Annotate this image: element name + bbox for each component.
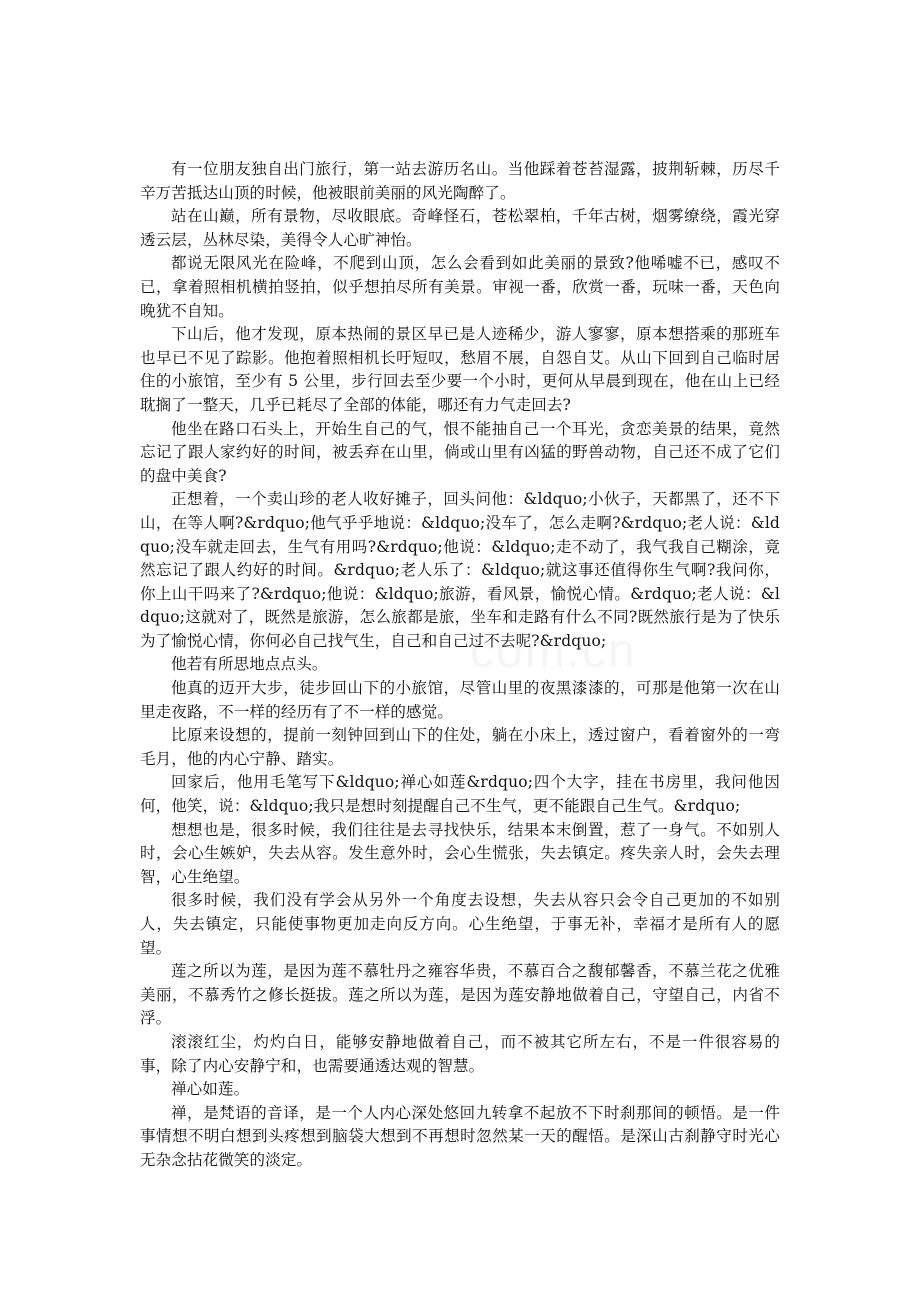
article-body xyxy=(140,158,780,1173)
paragraph: 都说无限风光在险峰，不爬到山顶，怎么会看到如此美丽的景致?他唏嘘不已，感叹不已，拿着照相机横拍竖拍，似乎想拍尽所有美景。审视一番，欣赏一番，玩味一番，天色向晚犹不自知。 xyxy=(140,254,780,320)
paragraph: 他坐在路口石头上，开始生自己的气，恨不能抽自己一个耳光，贪恋美景的结果，竟然忘记了跟人家约好的时间，被丢弃在山里，倘或山里有凶猛的野兽动物，自己还不成了它们的盘中美食? xyxy=(140,419,780,485)
paragraph: 他真的迈开大步，徒步回山下的小旅馆，尽管山里的夜黑漆漆的，可那是他第一次在山里走夜路，不一样的经历有了不一样的感觉。 xyxy=(140,679,780,721)
paragraph: 想想也是，很多时候，我们往往是去寻找快乐，结果本末倒置，惹了一身气。不如别人时，会心生嫉妒，失去从容。发生意外时，会心生慌张，失去镇定。疼失亲人时，会失去理智，心生绝望。 xyxy=(140,820,780,886)
paragraph: 滚滚红尘，灼灼白日，能够安静地做着自己，而不被其它所左右，不是一件很容易的事，除了内心安静宁和，也需要通透达观的智慧。 xyxy=(140,1032,780,1075)
paragraph: 禅心如莲。 xyxy=(171,1080,250,1099)
paragraph: 很多时候，我们没有学会从另外一个角度去设想，失去从容只会令自己更加的不如别人，失去镇定，只能使事物更加走向反方向。心生绝望，于事无补，幸福才是所有人的愿望。 xyxy=(140,891,780,957)
paragraph: 站在山巅，所有景物，尽收眼底。奇峰怪石，苍松翠柏，千年古树，烟雾缭绕，霞光穿透云层，丛林尽染，美得令人心旷神怡。 xyxy=(140,207,780,249)
paragraph: 有一位朋友独自出门旅行，第一站去游历名山。当他踩着苍苔湿露，披荆斩棘，历尽千辛万苦抵达山顶的时候，他被眼前美丽的风光陶醉了。 xyxy=(140,160,780,202)
paragraph: 回家后，他用毛笔写下&ldquo;禅心如莲&rdquo;四个大字，挂在书房里，我问他因何，他笑，说：&ldquo;我只是想时刻提醒自己不生气，更不能跟自己生气。&rdquo; xyxy=(140,773,780,816)
paragraph: 正想着，一个卖山珍的老人收好摊子，回头问他：&ldquo;小伙子，天都黑了，还不下山，在等人啊?&rdquo;他气乎乎地说：&ldquo;没车了，怎么走啊?&rdquo;老人说：&ldquo;没车就走回去，生气有用吗?&rdquo;他说：&ldquo;走不动了，我气我自己糊涂，竟然忘记了跟人约好的时间。&rdquo;老人乐了：&ldquo;就这事还值得你生气啊?我问你，你上山干吗来了?&rdquo;他说：&ldquo;旅游，看风景，愉悦心情。&rdquo;老人说：&ldquo;这就对了，既然是旅游，怎么旅都是旅，坐车和走路有什么不同?既然旅行是为了快乐为了愉悦心情，你何必自己找气生，自己和自己过不去呢?&rdquo; xyxy=(140,490,780,650)
paragraph: 比原来设想的，提前一刻钟回到山下的住处，躺在小床上，透过窗户，看着窗外的一弯毛月，他的内心宁静、踏实。 xyxy=(140,726,780,768)
paragraph: 他若有所思地点点头。 xyxy=(171,655,328,674)
paragraph: 莲之所以为莲，是因为莲不慕牡丹之雍容华贵，不慕百合之馥郁馨香，不慕兰花之优雅美丽，不慕秀竹之修长挺拔。莲之所以为莲，是因为莲安静地做着自己，守望自己，内省不浮。 xyxy=(140,962,780,1028)
paragraph: 下山后，他才发现，原本热闹的景区早已是人迹稀少，游人寥寥，原本想搭乘的那班车也早已不见了踪影。他抱着照相机长吁短叹，愁眉不展，自怨自艾。从山下回到自己临时居住的小旅馆，至少有 5 公里，步行回去至少要一个小时，更何从早晨到现在，他在山上已经耽搁了一整天，几乎已耗尽了全部的体能，哪还有力气走回去? xyxy=(140,325,780,414)
paragraph: 禅，是梵语的音译，是一个人内心深处悠回九转拿不起放不下时刹那间的顿悟。是一件事情想不明白想到头疼想到脑袋大想到不再想时忽然某一天的醒悟。是深山古刹静守时光心无杂念拈花微笑的淡定。 xyxy=(140,1103,780,1169)
